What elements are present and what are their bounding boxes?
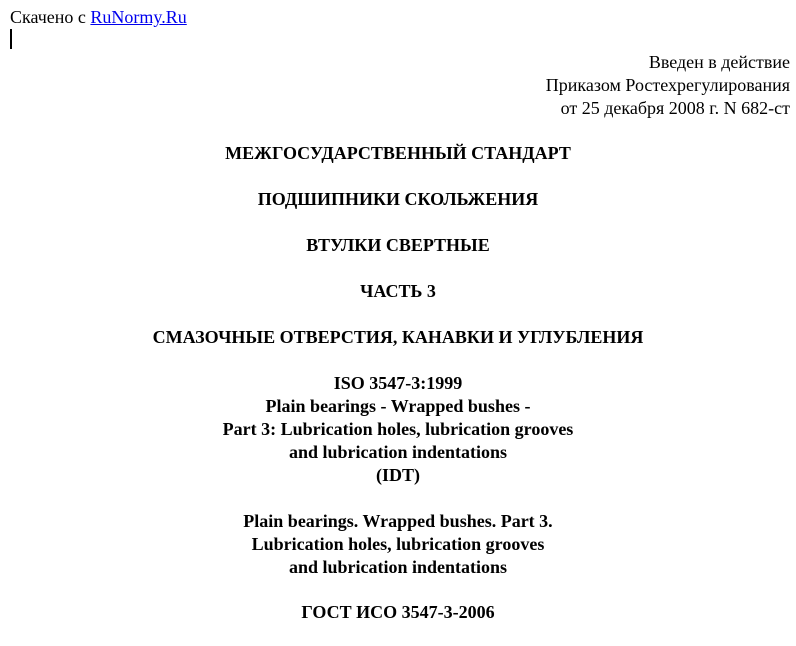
iso-title-line-3: and lubrication indentations [288,442,508,462]
source-link[interactable]: RuNormy.Ru [90,7,187,27]
heading-wrapped-bushes: ВТУЛКИ СВЕРТНЫЕ [306,235,490,255]
gost-number: ГОСТ ИСО 3547-3-2006 [301,602,495,622]
english-title-line-2: Lubrication holes, lubrication grooves [251,534,545,554]
heading-subject: СМАЗОЧНЫЕ ОТВЕРСТИЯ, КАНАВКИ И УГЛУБЛЕНИЯ [152,327,644,347]
heading-interstate-standard: МЕЖГОСУДАРСТВЕННЫЙ СТАНДАРТ [225,143,571,163]
text-cursor [10,29,12,49]
enactment-line-1: Введен в действие [648,52,790,72]
enactment-line-3: от 25 декабря 2008 г. N 682-ст [560,98,790,118]
iso-idt-marker: (IDT) [376,465,420,485]
heading-plain-bearings: ПОДШИПНИКИ СКОЛЬЖЕНИЯ [257,189,539,209]
english-title-line-1: Plain bearings. Wrapped bushes. Part 3. [243,511,553,531]
iso-number: ISO 3547-3:1999 [333,373,463,393]
source-line [10,6,187,28]
heading-part: ЧАСТЬ 3 [360,281,436,301]
iso-reference-block [0,372,796,487]
english-title-block [0,510,796,579]
iso-title-line-1: Plain bearings - Wrapped bushes - [265,396,531,416]
iso-title-line-2: Part 3: Lubrication holes, lubrication grooves [222,419,574,439]
english-title-line-3: and lubrication indentations [288,557,508,577]
source-prefix: Скачено с [10,7,86,27]
enactment-block [546,51,790,120]
enactment-line-2: Приказом Ростехрегулирования [545,75,790,95]
